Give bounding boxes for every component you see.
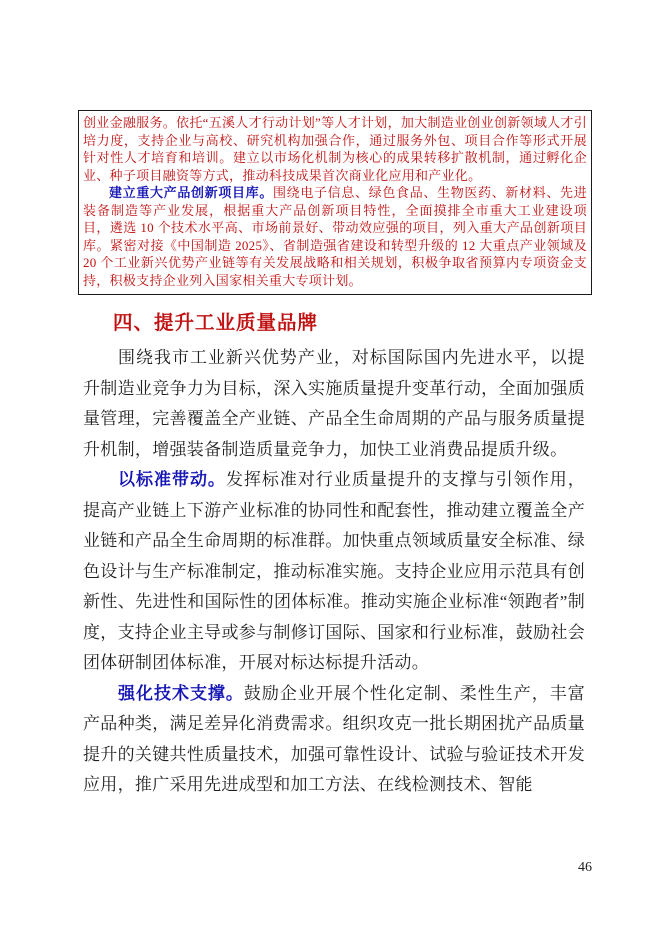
project-lead-heading: 建立重大产品创新项目库。 bbox=[109, 185, 274, 200]
section-heading: 四、提升工业质量品牌 bbox=[113, 312, 319, 334]
technology-paragraph-text: 鼓励企业开展个性化定制、柔性生产，丰富产品种类，满足差异化消费需求。组织攻克一批长期困扰产品质量提升的关键共性质量技术，加强可靠性设计、试验与验证技术开发应用，推广采用先进成型和加工方法、在线检测技术、智能 bbox=[83, 683, 585, 794]
page-number: 46 bbox=[578, 860, 592, 875]
box-project-paragraph bbox=[83, 184, 587, 289]
standards-paragraph-text: 发挥标准对行业质量提升的支撑与引领作用，提高产业链上下游产业标准的协同性和配套性，推动建立覆盖全产业链和产品全生命周期的标准群。加快重点领域质量安全标准、绿色设计与生产标准制定，推动标准实施。支持企业应用示范具有创新性、先进性和国际性的团体标准。推动实施企业标准“领跑者”制度，支持企业主导或参与制修订国际、国家和行业标准，鼓励社会团体研制团体标准，开展对标达标提升活动。 bbox=[83, 470, 585, 672]
project-callout-box bbox=[78, 110, 592, 295]
technology-paragraph bbox=[83, 679, 585, 801]
standards-paragraph bbox=[83, 465, 585, 679]
technology-lead-heading: 强化技术支撑。 bbox=[118, 683, 244, 703]
project-paragraph-text: 围绕电子信息、绿色食品、生物医药、新材料、先进装备制造等产业发展，根据重大产品创新项目特性，全面摸排全市重大工业建设项目，遴选 10 个技术水平高、市场前景好、带动效应强的项目，列入重大产品创新项目库。紧密对接《中国制造 2025》、省制造强省建设和转型升级的 12 大重点产业领域及 20 个工业新兴优势产业链等有关发展战略和相关规划，积极争取省预算内专项资金支持，积极支持企业列入国家相关重大专项计划。 bbox=[83, 185, 587, 288]
section-intro-paragraph: 围绕我市工业新兴优势产业，对标国际国内先进水平，以提升制造业竞争力为目标，深入实施质量提升变革行动，全面加强质量管理，完善覆盖全产业链、产品全生命周期的产品与服务质量提升机制，增强装备制造质量竞争力，加快工业消费品提质升级。 bbox=[83, 348, 585, 459]
box-continuation-paragraph: 创业金融服务。依托“五溪人才行动计划”等人才计划，加大制造业创业创新领域人才引培力度，支持企业与高校、研究机构加强合作，通过服务外包、项目合作等形式开展针对性人才培育和培训。建立以市场化机制为核心的成果转移扩散机制，通过孵化企业、种子项目融资等方式，推动科技成果首次商业化应用和产业化。 bbox=[83, 115, 587, 183]
standards-lead-heading: 以标准带动。 bbox=[118, 470, 226, 489]
page-content bbox=[83, 110, 585, 801]
